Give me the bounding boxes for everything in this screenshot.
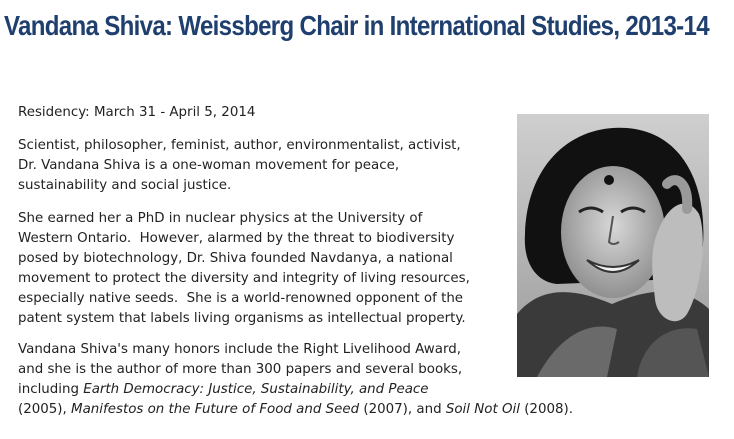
honors-paragraph bbox=[18, 340, 573, 420]
biography-line: posed by biotechnology, Dr. Shiva founded Navdanya, a national bbox=[18, 251, 453, 266]
intro-paragraph bbox=[18, 136, 508, 196]
book-year: (2005), bbox=[18, 402, 72, 417]
honors-line: Vandana Shiva's many honors include the Right Livelihood Award, bbox=[18, 342, 461, 357]
honors-line: and she is the author of more than 300 papers and several books, bbox=[18, 362, 463, 377]
book-title-earth-democracy: Earth Democracy: Justice, Sustainability, and Peace bbox=[83, 382, 429, 397]
biography-line: especially native seeds. She is a world-renowned opponent of the bbox=[18, 291, 464, 306]
page-title: Vandana Shiva: Weissberg Chair in International Studies, 2013-14 bbox=[4, 10, 709, 41]
biography-line: She earned her a PhD in nuclear physics at the University of bbox=[18, 211, 423, 226]
biography-line: movement to protect the diversity and integrity of living resources, bbox=[18, 271, 470, 286]
book-year: (2007), and bbox=[359, 402, 446, 417]
intro-line: Dr. Vandana Shiva is a one-woman movement for peace, bbox=[18, 158, 400, 173]
biography-paragraph bbox=[18, 209, 513, 329]
book-title-soil-not-oil: Soil Not Oil bbox=[445, 402, 520, 417]
book-year: (2008). bbox=[519, 402, 573, 417]
biography-line: patent system that labels living organisms as intellectual property. bbox=[18, 311, 466, 326]
biography-line: Western Ontario. However, alarmed by the threat to biodiversity bbox=[18, 231, 455, 246]
intro-line: Scientist, philosopher, feminist, author, environmentalist, activist, bbox=[18, 138, 461, 153]
intro-line: sustainability and social justice. bbox=[18, 178, 232, 193]
portrait-photo-icon bbox=[517, 114, 709, 377]
portrait-photo bbox=[517, 114, 709, 377]
residency-dates: Residency: March 31 - April 5, 2014 bbox=[18, 105, 256, 120]
honors-line-prefix: including bbox=[18, 382, 84, 397]
book-title-manifestos: Manifestos on the Future of Food and Seed bbox=[71, 402, 360, 417]
